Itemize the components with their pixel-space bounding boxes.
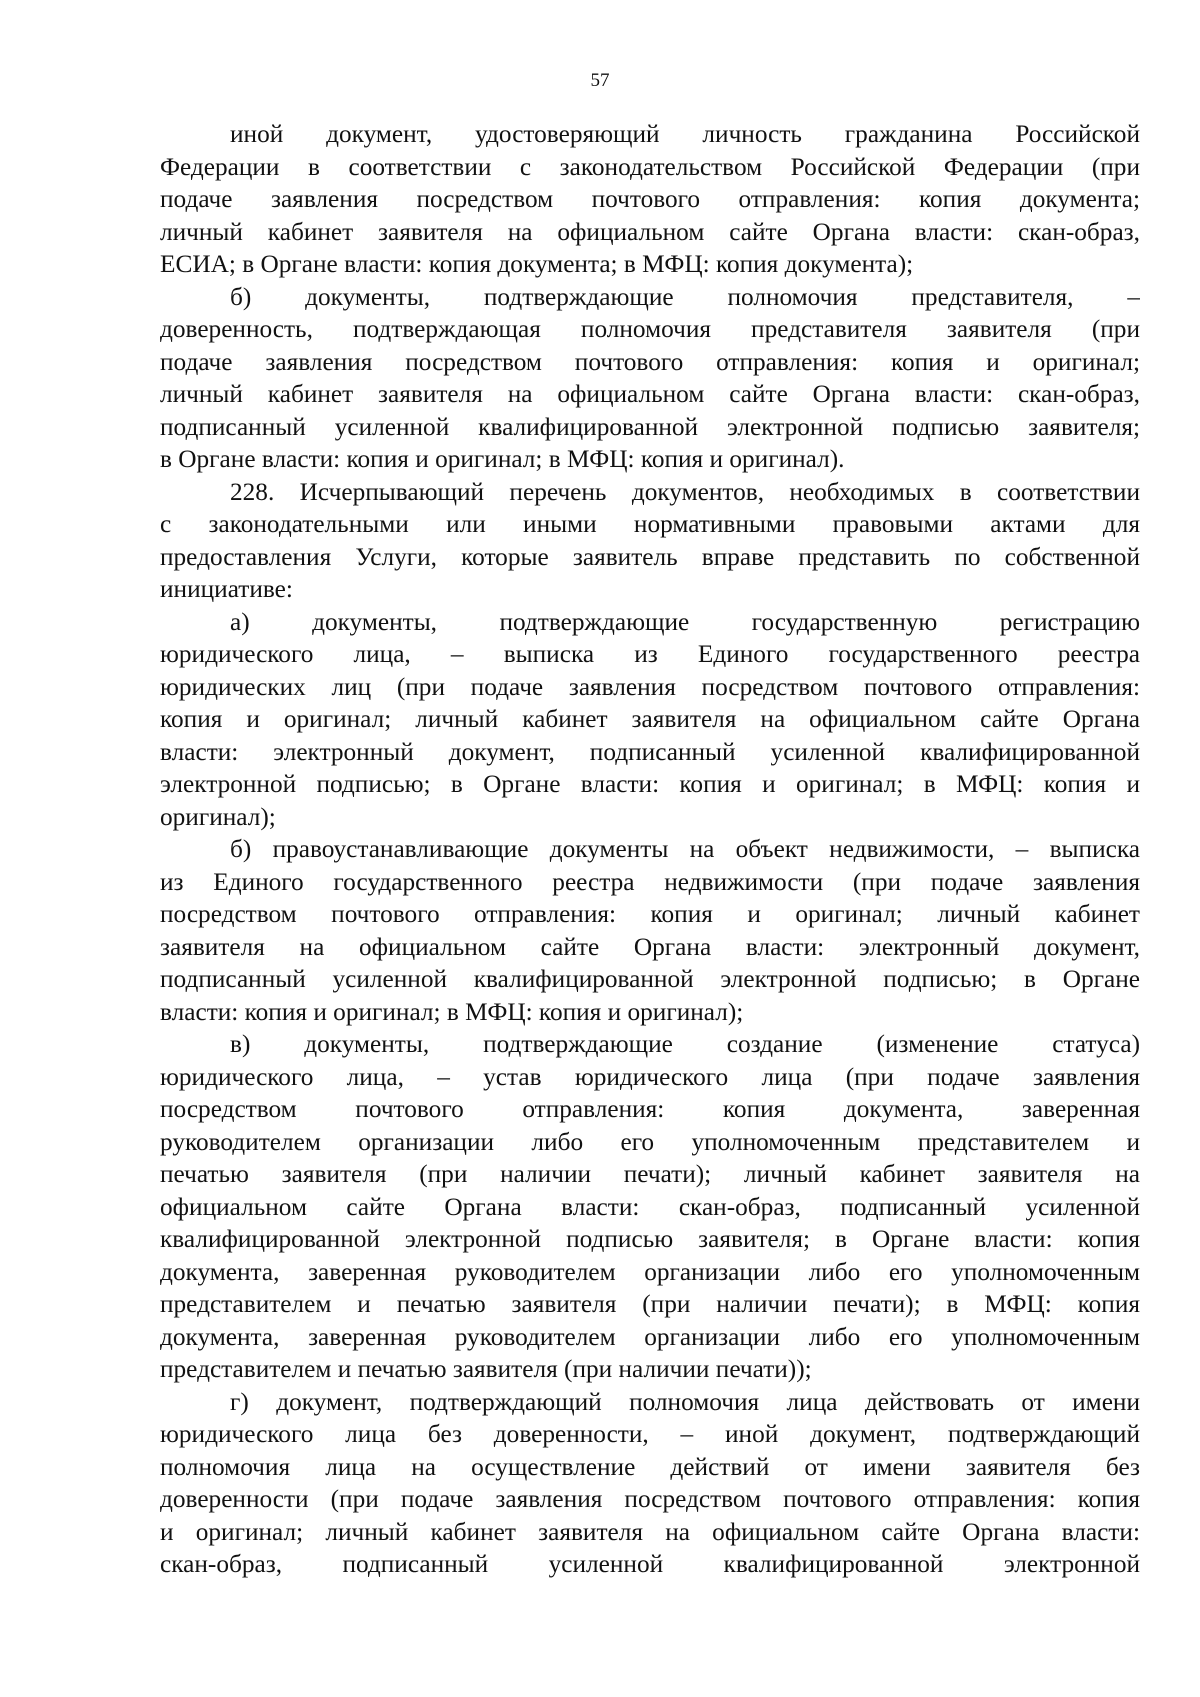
text-line: доверенность, подтверждающая полномочия представителя заявителя (при (160, 315, 1140, 343)
text-line: оригинал); (160, 802, 276, 831)
text-line: представителем и печатью заявителя (при наличии печати); в МФЦ: копия (160, 1290, 1140, 1318)
text-line: скан-образ, подписанный усиленной квалифицированной электронной (160, 1550, 1140, 1578)
text-line: квалифицированной электронной подписью заявителя; в Органе власти: копия (160, 1225, 1140, 1253)
text-line: предоставления Услуги, которые заявитель вправе представить по собственной (160, 542, 1140, 571)
text-line: подаче заявления посредством почтового отправления: копия и оригинал; (160, 347, 1140, 376)
text-line: электронной подписью; в Органе власти: копия и оригинал; в МФЦ: копия и (160, 770, 1140, 798)
text-line: печатью заявителя (при наличии печати); личный кабинет заявителя на (160, 1160, 1140, 1188)
text-line: юридических лиц (при подаче заявления посредством почтового отправления: (160, 672, 1140, 701)
text-line: с законодательными или иными нормативными правовыми актами для (160, 510, 1140, 538)
text-line: ЕСИА; в Органе власти: копия документа; в МФЦ: копия документа); (160, 250, 914, 278)
paragraph-first-line: б) документы, подтверждающие полномочия представителя, – (230, 282, 1140, 311)
text-line: руководителем организации либо его уполномоченным представителем и (160, 1127, 1140, 1156)
text-line: подписанный усиленной квалифицированной электронной подписью заявителя; (160, 412, 1140, 441)
page-number: 57 (590, 70, 610, 91)
text-line: власти: электронный документ, подписанный усиленной квалифицированной (160, 737, 1140, 766)
paragraph-first-line: иной документ, удостоверяющий личность гражданина Российской (230, 120, 1140, 148)
paragraph-first-line: 228. Исчерпывающий перечень документов, необходимых в соответствии (230, 477, 1140, 506)
text-line: юридического лица без доверенности, – иной документ, подтверждающий (160, 1420, 1140, 1448)
text-line: заявителя на официальном сайте Органа власти: электронный документ, (160, 932, 1140, 961)
text-line: юридического лица, – выписка из Единого государственного реестра (160, 640, 1140, 668)
paragraph-first-line: а) документы, подтверждающие государственную регистрацию (230, 607, 1140, 636)
text-line: в Органе власти: копия и оригинал; в МФЦ: копия и оригинал). (160, 445, 845, 473)
text-line: документа, заверенная руководителем организации либо его уполномоченным (160, 1257, 1140, 1286)
text-line: инициативе: (160, 575, 293, 603)
text-line: посредством почтового отправления: копия документа, заверенная (160, 1095, 1140, 1123)
text-line: власти: копия и оригинал; в МФЦ: копия и оригинал); (160, 997, 744, 1026)
text-line: документа, заверенная руководителем организации либо его уполномоченным (160, 1322, 1140, 1351)
text-line: личный кабинет заявителя на официальном сайте Органа власти: скан-образ, (160, 380, 1140, 408)
text-line: полномочия лица на осуществление действий от имени заявителя без (160, 1452, 1140, 1481)
paragraph-first-line: г) документ, подтверждающий полномочия лица действовать от имени (230, 1387, 1140, 1416)
text-line: посредством почтового отправления: копия и оригинал; личный кабинет (160, 900, 1140, 928)
text-line: и оригинал; личный кабинет заявителя на официальном сайте Органа власти: (160, 1517, 1140, 1546)
paragraph-first-line: в) документы, подтверждающие создание (изменение статуса) (230, 1030, 1140, 1058)
text-line: из Единого государственного реестра недвижимости (при подаче заявления (160, 867, 1140, 896)
text-line: Федерации в соответствии с законодательством Российской Федерации (при (160, 152, 1140, 181)
text-line: копия и оригинал; личный кабинет заявителя на официальном сайте Органа (160, 705, 1140, 733)
text-line: подписанный усиленной квалифицированной электронной подписью; в Органе (160, 965, 1140, 993)
paragraph-first-line: б) правоустанавливающие документы на объект недвижимости, – выписка (230, 835, 1140, 863)
text-line: подаче заявления посредством почтового отправления: копия документа; (160, 185, 1140, 213)
text-line: представителем и печатью заявителя (при наличии печати)); (160, 1355, 812, 1383)
text-line: личный кабинет заявителя на официальном сайте Органа власти: скан-образ, (160, 217, 1140, 246)
text-line: доверенности (при подаче заявления посредством почтового отправления: копия (160, 1485, 1140, 1513)
document-body (160, 118, 1140, 1581)
text-line: юридического лица, – устав юридического лица (при подаче заявления (160, 1062, 1140, 1091)
text-line: официальном сайте Органа власти: скан-образ, подписанный усиленной (160, 1192, 1140, 1221)
